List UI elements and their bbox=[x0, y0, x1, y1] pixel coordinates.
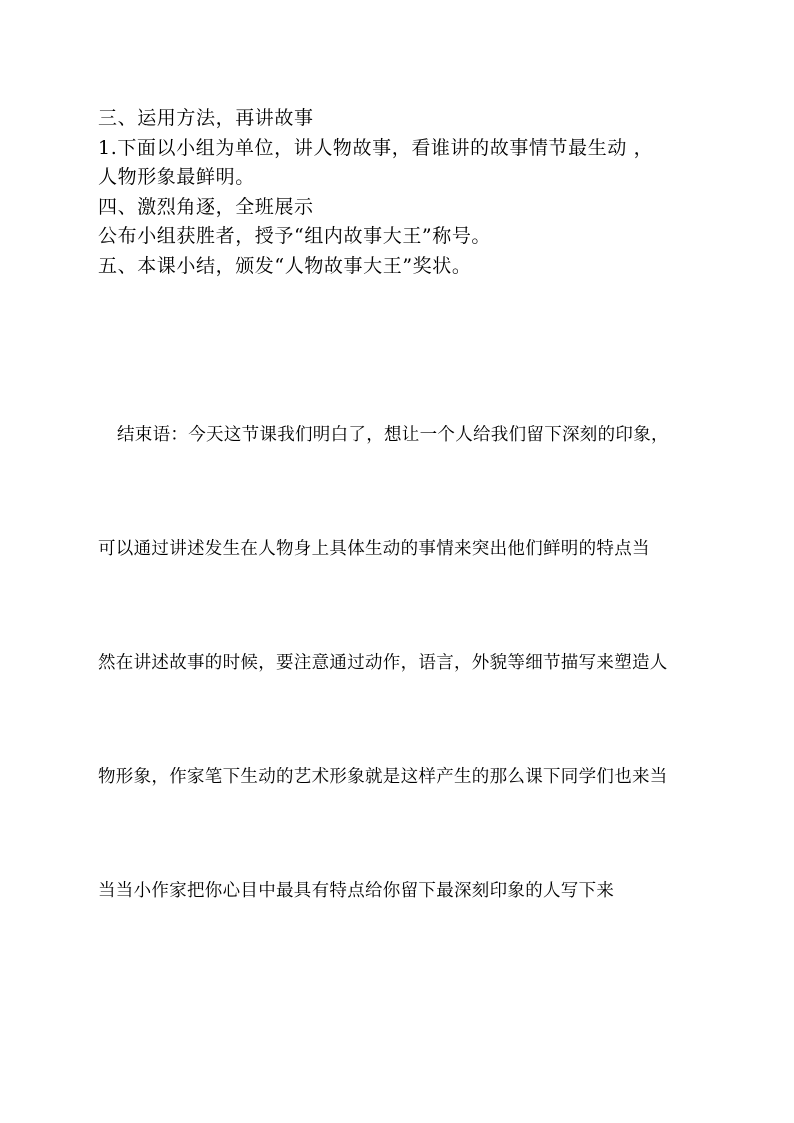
closing-line-3: 然在讲述故事的时候，要注意通过动作，语言，外貌等细节描写来塑造人 bbox=[98, 653, 668, 673]
closing-remarks bbox=[98, 340, 698, 986]
section-three-heading: 三、运用方法，再讲故事 bbox=[98, 107, 314, 129]
closing-line-2: 可以通过讲述发生在人物身上具体生动的事情来突出他们鲜明的特点当 bbox=[98, 539, 650, 559]
lesson-steps bbox=[98, 104, 698, 281]
section-four-text: 公布小组获胜者，授予“组内故事大王”称号。 bbox=[98, 225, 492, 247]
closing-line-5: 当当小作家把你心目中最具有特点给你留下最深刻印象的人写下来 bbox=[98, 881, 615, 901]
closing-line-4: 物形象，作家笔下生动的艺术形象就是这样产生的那么课下同学们也来当 bbox=[98, 767, 668, 787]
closing-line-1 bbox=[98, 416, 698, 454]
section-three-item1-line2: 人物形象最鲜明。 bbox=[98, 166, 255, 188]
section-four-heading: 四、激烈角逐，全班展示 bbox=[98, 195, 314, 218]
closing-paragraph bbox=[98, 340, 698, 986]
closing-line-1-text: 结束语：今天这节课我们明白了，想让一个人给我们留下深刻的印象， bbox=[117, 425, 669, 445]
section-five-heading: 五、本课小结，颁发“人物故事大王”奖状。 bbox=[98, 254, 472, 277]
section-three-item1-line1: 1.下面以小组为单位，讲人物故事，看谁讲的故事情节最生动 ， bbox=[98, 136, 654, 159]
